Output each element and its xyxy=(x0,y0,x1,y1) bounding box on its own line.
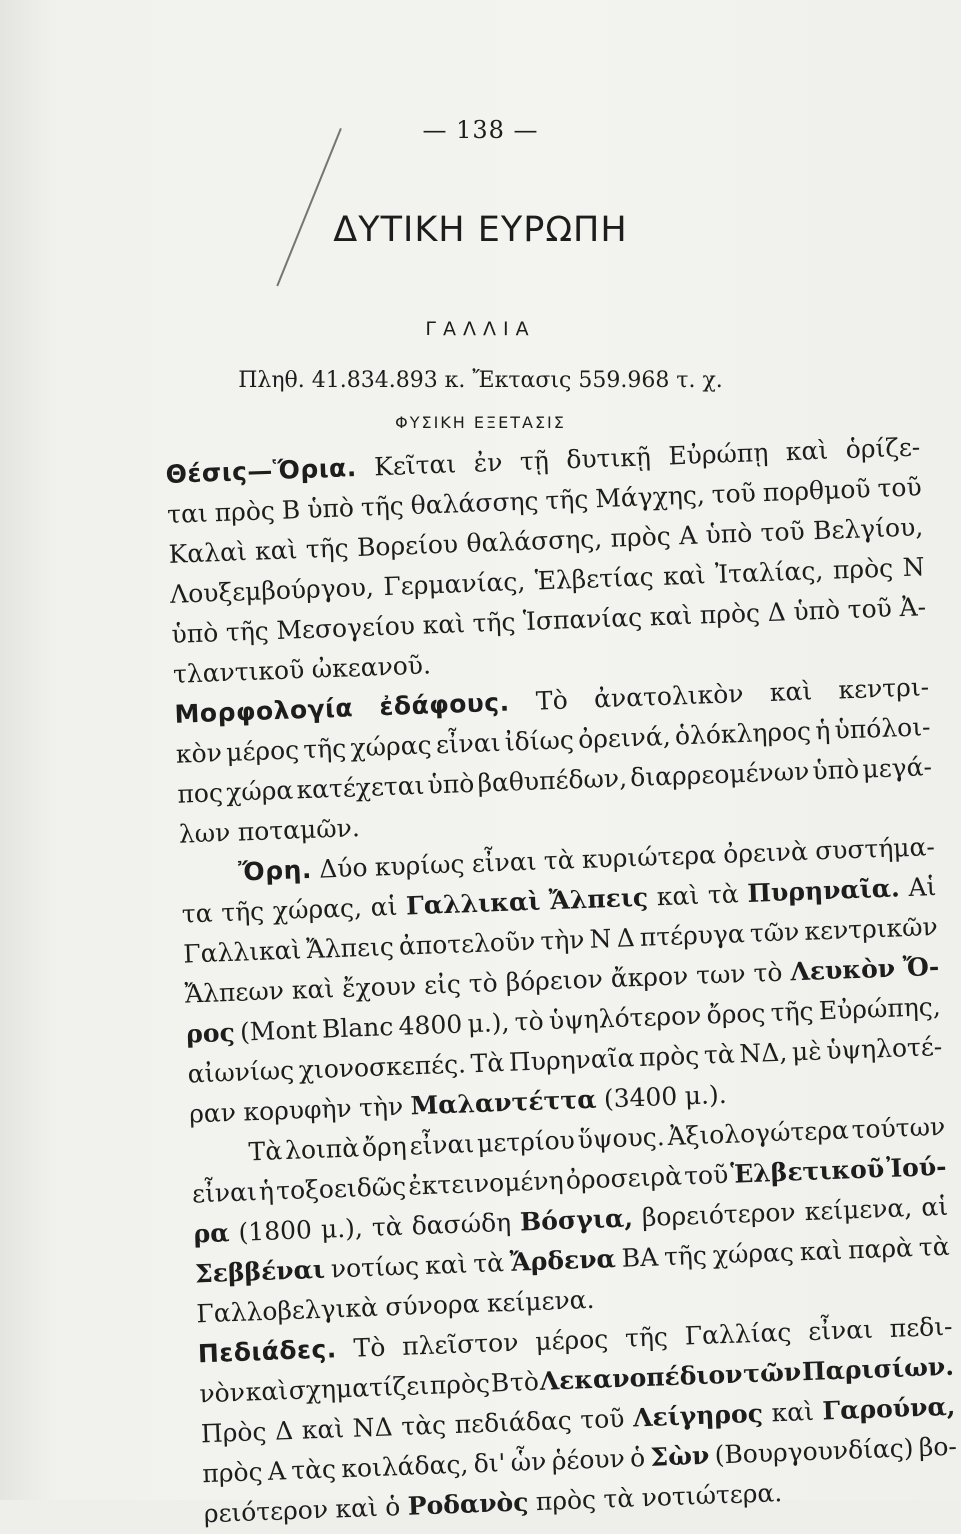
word: σύνορα xyxy=(384,1289,480,1322)
word: μὲ xyxy=(791,1036,823,1067)
word: καὶ xyxy=(649,600,693,632)
bold-term: Μαλαντέττα xyxy=(410,1084,597,1121)
word: σχηματίζει xyxy=(288,1370,430,1406)
word: πρὸς xyxy=(699,598,761,630)
word: ἡ xyxy=(258,1176,275,1207)
word: τῆς xyxy=(770,996,815,1028)
word: πρὸς xyxy=(535,1484,597,1517)
word: ὠκεανοῦ. xyxy=(311,650,432,684)
bold-term: ἐδάφους. xyxy=(378,687,511,722)
word: καὶ xyxy=(301,1414,345,1445)
word: τοῦ xyxy=(711,478,757,509)
word: ὑπὸ xyxy=(792,595,841,627)
word: τῶν xyxy=(749,917,800,948)
word: Μεσογείου xyxy=(275,610,416,646)
bold-term: ρος xyxy=(185,1017,236,1049)
bold-term: Ἰού- xyxy=(885,1151,948,1184)
word: μέρος xyxy=(534,1324,609,1357)
word: Βορείου xyxy=(356,529,459,563)
word: Πρὸς xyxy=(200,1416,267,1449)
word: ὑπὸ xyxy=(427,768,475,800)
word: τὴν xyxy=(539,924,585,956)
word: Γαλλίας xyxy=(684,1317,792,1351)
word: Δ xyxy=(767,597,787,628)
word: τὸ xyxy=(468,968,499,999)
bold-term: Γαλλικαὶ xyxy=(405,886,541,921)
word: πλεῖστον xyxy=(401,1327,519,1361)
word: νοτιώτερα. xyxy=(641,1478,783,1513)
word: χώρα xyxy=(225,775,294,807)
word: παρὰ xyxy=(847,1233,914,1265)
word: πρὸς xyxy=(214,496,276,528)
word: πτέρυγα xyxy=(639,919,746,952)
word: συστήμα- xyxy=(814,832,936,866)
word: ἔχουν xyxy=(341,971,417,1003)
word: Β xyxy=(281,495,301,525)
word: ἡ xyxy=(814,715,831,746)
word: λων xyxy=(178,817,231,849)
word: ὁ xyxy=(384,1492,401,1522)
word: εἶναι xyxy=(435,727,502,760)
word: κὸν xyxy=(175,738,223,769)
word: καὶ xyxy=(769,676,813,707)
word: τῆς xyxy=(302,733,347,765)
word: Βελγίου, xyxy=(812,512,924,546)
word: Δ xyxy=(274,1415,294,1446)
word: ὑπὸ xyxy=(171,618,219,649)
word: τὴν xyxy=(358,1091,404,1123)
word: Γαλλικαὶ xyxy=(182,935,302,969)
word: εἶναι xyxy=(807,1314,874,1347)
word: ται xyxy=(166,498,209,529)
word: Ἑλβετίας xyxy=(534,562,655,596)
word: Τὸ xyxy=(353,1332,386,1363)
word: ΝΔ, xyxy=(738,1037,788,1069)
word: πρὸς xyxy=(609,521,672,553)
bold-term: Ὄ- xyxy=(902,951,940,983)
word: ὑψηλοτέ- xyxy=(825,1031,943,1066)
word: βορειότερον xyxy=(641,1197,797,1233)
word: καὶ xyxy=(422,609,466,640)
word: μετρίου xyxy=(476,1125,576,1159)
word: Ἱσπανίας xyxy=(522,602,643,636)
word: Πυρηναῖα xyxy=(508,1043,635,1077)
word: Εὐρώπης, xyxy=(818,991,942,1026)
word: καὶ xyxy=(771,1396,815,1428)
word: καὶ xyxy=(799,1235,843,1267)
word: ἀνατολικὸν xyxy=(593,678,744,714)
word: κεντρι- xyxy=(837,672,930,705)
word: τοῦ xyxy=(847,593,893,625)
word: καὶ xyxy=(254,535,298,566)
word: θαλάσσης xyxy=(410,486,539,521)
word: Ἀξιολογώτερα xyxy=(667,1115,850,1152)
word: τὰ xyxy=(918,1231,951,1262)
word: ἰδίως xyxy=(504,725,575,757)
word: ὄρη xyxy=(361,1131,408,1163)
word: Τὰ xyxy=(470,1047,505,1079)
word: Γαλλοβελγικὰ xyxy=(195,1292,379,1329)
word: Κεῖται xyxy=(373,449,457,482)
word: κατέχεται xyxy=(295,770,425,805)
word: μ.), xyxy=(466,1007,510,1039)
word: καὶ xyxy=(662,560,707,591)
word: τῆς xyxy=(624,1322,669,1353)
word: τῆς xyxy=(220,896,265,928)
word: καὶ xyxy=(656,880,700,912)
bold-term: Ἄλπεις xyxy=(548,882,649,916)
word: ὑπὸ xyxy=(705,518,753,550)
word: ὁρίζε- xyxy=(845,432,921,465)
word: τὸ xyxy=(509,1366,540,1397)
word: δι' xyxy=(473,1448,506,1479)
word: χιονοσκεπές. xyxy=(298,1049,467,1085)
word: Καλαὶ xyxy=(168,537,248,569)
bold-term: Βόσγια, xyxy=(519,1203,634,1237)
word: ποταμῶν. xyxy=(237,813,361,847)
word: Blanc xyxy=(321,1012,394,1044)
word: κορυφὴν xyxy=(242,1093,353,1127)
word: Λουξεμβούργου, xyxy=(169,572,375,609)
word: τὸ xyxy=(514,1006,545,1037)
word: Ν xyxy=(589,923,613,954)
word: Ἰταλίας, xyxy=(714,555,824,589)
section-heading: ΦΥΣΙΚΗ ΕΞΕΤΑΣΙΣ xyxy=(395,413,566,432)
word: ὀρεινά, xyxy=(577,721,672,755)
word: Ἄλπεων xyxy=(184,976,285,1009)
word: των xyxy=(695,959,747,990)
word: ὄρος xyxy=(706,998,766,1030)
word: εἶναι xyxy=(409,1129,475,1161)
word: τὰ xyxy=(602,1483,635,1514)
word: διαρρεομένων xyxy=(629,756,810,793)
word: (1800 xyxy=(237,1215,313,1247)
bold-term: Ροδανὸς xyxy=(407,1487,529,1521)
word: αἱ xyxy=(920,1191,949,1222)
bold-term: Πεδιάδες. xyxy=(197,1334,338,1369)
word: κείμενα. xyxy=(486,1284,595,1318)
word: Δύο xyxy=(318,852,368,884)
word: εἶναι xyxy=(191,1177,258,1209)
word: τῇ xyxy=(519,445,550,476)
word: λοιπὰ xyxy=(284,1133,360,1166)
word: πρὸς xyxy=(638,1040,700,1073)
word: τῆς xyxy=(360,491,405,522)
body-text xyxy=(165,427,959,1534)
page-number: — 138 — xyxy=(422,116,539,144)
word: Τὸ xyxy=(535,685,569,716)
word: δυτικῇ xyxy=(565,442,652,475)
word: βαθυπέδων, xyxy=(476,763,628,798)
word: ἀποτελοῦν xyxy=(398,926,536,961)
word: τῆς xyxy=(544,484,589,516)
word: τοῦ xyxy=(876,472,923,503)
word: Γερμανίας, xyxy=(382,566,526,602)
word: Α xyxy=(267,1456,287,1486)
word: κυρίως xyxy=(374,849,466,882)
word: ῥέουν xyxy=(551,1443,626,1476)
word: ὑπὸ xyxy=(306,493,355,524)
word: καὶ xyxy=(424,1249,468,1281)
word: κοιλάδας, xyxy=(340,1449,469,1484)
word: χώρας, xyxy=(272,893,363,926)
word: ραν xyxy=(188,1097,237,1129)
chapter-heading: ΔΥΤΙΚΗ ΕΥΡΩΠΗ xyxy=(333,210,628,250)
word: μέρος xyxy=(225,735,300,767)
word: εἰς xyxy=(423,969,462,1000)
bold-term: Μορφολογία xyxy=(173,693,354,729)
bold-term: Γαρούνα, xyxy=(821,1391,956,1426)
word: Ἄλπεις xyxy=(305,931,395,965)
word: καὶ xyxy=(245,1376,289,1407)
word: βόρειον xyxy=(505,964,604,997)
word: μ.). xyxy=(684,1079,728,1111)
word: τὰ xyxy=(371,1211,404,1242)
word: ΒΑ xyxy=(621,1242,659,1273)
word: τλαντικοῦ xyxy=(172,655,305,689)
word: πος xyxy=(176,778,224,809)
word: τῆς xyxy=(225,616,270,647)
word: πεδιάδας xyxy=(454,1405,573,1440)
bold-term: Λευκὸν xyxy=(789,953,896,987)
word: ἐκτεινομένη xyxy=(407,1165,565,1201)
bold-term: Σεββέναι xyxy=(194,1254,326,1289)
bold-term: ρα xyxy=(193,1218,230,1249)
word: ὀροσειρὰ xyxy=(565,1161,683,1195)
word: νὸν xyxy=(198,1377,246,1409)
word: τα xyxy=(181,898,214,929)
word: Δ xyxy=(616,923,636,953)
word: Τὰ xyxy=(248,1136,283,1167)
word: Ν xyxy=(902,552,926,583)
word: τούτων xyxy=(851,1111,946,1145)
word: βο- xyxy=(918,1431,958,1463)
word: ὑπόλοι- xyxy=(834,712,931,745)
word: πορθμοῦ xyxy=(762,474,872,508)
bold-term: Σὼν xyxy=(649,1440,710,1472)
word: τὰς xyxy=(400,1410,447,1441)
word: αἱ xyxy=(370,891,398,922)
word: τὰ xyxy=(543,845,576,876)
word: τὰς xyxy=(290,1454,337,1486)
word: Β xyxy=(490,1368,510,1398)
pencil-mark xyxy=(276,128,342,286)
word: τοῦ xyxy=(579,1403,625,1435)
word: τοξοειδῶς xyxy=(275,1171,407,1206)
word: ρειότερον xyxy=(203,1494,329,1529)
country-heading: ΓΑΛΛΙΑ xyxy=(425,318,536,340)
word: τὰ xyxy=(703,1039,736,1070)
word: ὀρεινὰ xyxy=(722,836,809,869)
word: τῆς xyxy=(472,607,516,638)
bold-term: Θέσις—Ὅρια. xyxy=(165,452,358,489)
bold-term: Ἑλβετικοῦ xyxy=(729,1154,885,1189)
word: πρὸς xyxy=(429,1368,491,1400)
bold-term: Πυρηναῖα. xyxy=(746,873,901,908)
word: καὶ xyxy=(334,1492,379,1524)
word: αἰωνίως xyxy=(187,1055,295,1089)
word: Ἀ- xyxy=(898,592,927,623)
word: ὑπὸ xyxy=(811,754,860,786)
word: ἐν xyxy=(473,447,503,478)
word: ὁ xyxy=(629,1443,646,1473)
word: κείμενα, xyxy=(804,1193,913,1227)
word: Αἱ xyxy=(907,872,937,903)
word: ὑψηλότερον xyxy=(548,1000,702,1036)
word: ΝΔ xyxy=(352,1412,394,1443)
word: ἄκρον xyxy=(610,961,689,994)
word: 4800 xyxy=(398,1009,463,1041)
word: πεδι- xyxy=(889,1311,953,1344)
word: τὰ xyxy=(472,1248,505,1279)
word: τῆς xyxy=(663,1240,708,1272)
word: ὕψους. xyxy=(577,1122,666,1155)
bold-term: Ὄρη. xyxy=(237,854,313,887)
word: ὧν xyxy=(510,1446,547,1477)
word: τὸ xyxy=(752,957,783,988)
word: χώρας xyxy=(712,1237,795,1270)
word: τὰ xyxy=(707,879,740,910)
word: ὁλόκληρος xyxy=(674,716,812,751)
population-area-stats: Πληθ. 41.834.893 κ. Ἔκτασις 559.968 τ. χ. xyxy=(238,368,723,393)
word: εἶναι xyxy=(471,846,537,879)
bold-term: Λείγηρος xyxy=(632,1398,764,1433)
word: Α xyxy=(678,520,698,551)
word: (Βουργουνδίας) xyxy=(714,1433,914,1470)
word: (3400 xyxy=(603,1081,678,1114)
word: κεντρικῶν xyxy=(803,912,939,946)
word: μ.), xyxy=(320,1213,364,1244)
word: τοῦ xyxy=(683,1159,729,1191)
word: καὶ xyxy=(785,435,829,467)
word: πρὸς xyxy=(832,553,894,585)
word: πρὸς xyxy=(201,1457,264,1489)
word: κυριώτερα xyxy=(581,840,717,874)
word: χώρας xyxy=(349,730,433,763)
word: μεγά- xyxy=(861,752,933,784)
word: δασώδη xyxy=(411,1207,512,1241)
bold-term: τῶν xyxy=(742,1357,802,1389)
word: τῆς xyxy=(305,533,350,564)
word: νοτίως xyxy=(330,1251,420,1284)
bold-term: Λεκανοπέδιον xyxy=(539,1359,743,1396)
word: (Mont xyxy=(239,1014,318,1047)
word: τοῦ xyxy=(760,516,806,548)
bold-term: Ἄρδενα xyxy=(509,1244,617,1277)
word: Εὐρώπῃ xyxy=(667,437,769,471)
word: Μάγχης, xyxy=(594,480,706,514)
bold-term: Παρισίων. xyxy=(801,1351,955,1387)
word: θαλάσσης, xyxy=(465,524,603,559)
word: καὶ xyxy=(291,974,335,1005)
